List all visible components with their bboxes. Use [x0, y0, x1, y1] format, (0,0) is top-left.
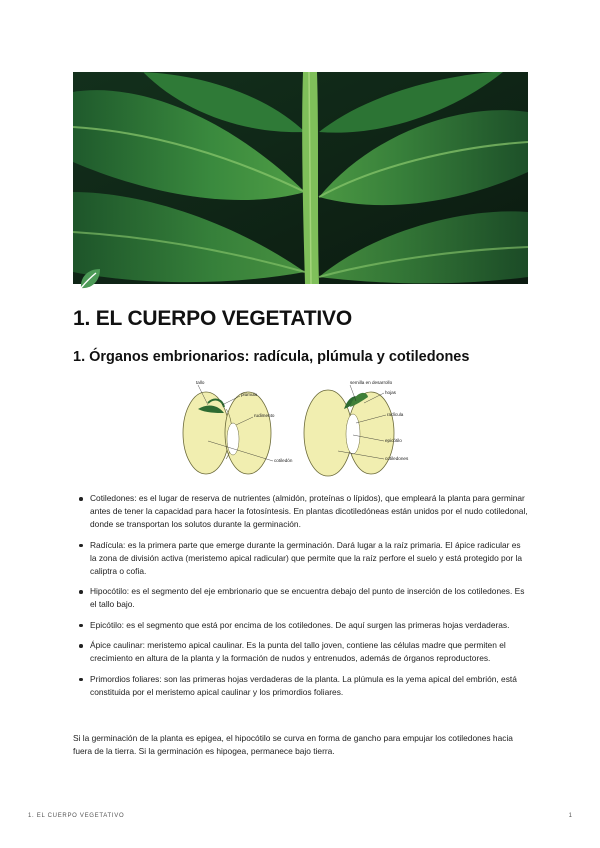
list-item: Hipocótilo: es el segmento del eje embrionario que se encuentra debajo del punto de inserción de los cotiledones. Es el tallo bajo. — [73, 585, 528, 611]
leaf-cover-image — [73, 72, 528, 284]
figure-label-tallo: tallo — [196, 380, 205, 385]
closing-paragraph: Si la germinación de la planta es epigea, el hipocótilo se curva en forma de gancho para empujar los cotiledones hacia fuera de la tierra. Si la germinación es hipogea, permanece bajo tierra. — [73, 733, 513, 756]
figure-label-semilla: semilla en desarrollo — [350, 380, 393, 385]
leaf-icon — [76, 265, 104, 293]
figure-label-rudimento: rudimento — [254, 413, 275, 418]
footer-section-title: 1. EL CUERPO VEGETATIVO — [28, 813, 125, 819]
figure-label-cotiledon: cotiledón — [274, 458, 293, 463]
footer-page-number: 1 — [568, 813, 572, 819]
seed-diagram — [178, 379, 426, 479]
list-item: Epicótilo: es el segmento que está por encima de los cotiledones. De aquí surgen las primeras hojas verdaderas. — [73, 619, 528, 632]
list-item: Cotiledones: es el lugar de reserva de nutrientes (almidón, proteínas o lípidos), que empleará la planta para germinar antes de tener la capacidad para hacer la fotosíntesis. En plantas dicotiledóneas están unidos por el nudo cotiledonal, donde se transportan los solutos durante la germinación. — [73, 492, 528, 531]
section-heading: 1. Órganos embrionarios: radícula, plúmula y cotiledones — [73, 349, 470, 365]
page-title: 1. EL CUERPO VEGETATIVO — [73, 307, 352, 330]
list-item: Primordios foliares: son las primeras hojas verdaderas de la planta. La plúmula es la yema apical del embrión, está constituida por el meristemo apical caulinar y los primordios foliares. — [73, 673, 528, 699]
right-seed-outer — [304, 390, 352, 476]
list-item: Ápice caulinar: meristemo apical caulinar. Es la punta del tallo joven, contiene las células madre que permiten el crecimiento en altura de la planta y la formación de nudos y entrenudos, además de órganos reproductores. — [73, 639, 528, 665]
figure-label-cotiledones: cotiledones — [385, 456, 409, 461]
figure-label-epicotilo: epicótilo — [385, 438, 402, 443]
figure-label-plumula: plúmula — [241, 392, 258, 397]
figure-label-radicula: radícula — [387, 412, 404, 417]
organ-list — [73, 492, 528, 706]
list-item: Radícula: es la primera parte que emerge durante la germinación. Dará lugar a la raíz primaria. El ápice radicular es la zona de división activa (meristemo apical radicular) que permite que la raíz perfore el suelo y está protegido por la caliptra o cofia. — [73, 539, 528, 578]
figure-label-hojas: hojas — [385, 390, 396, 395]
